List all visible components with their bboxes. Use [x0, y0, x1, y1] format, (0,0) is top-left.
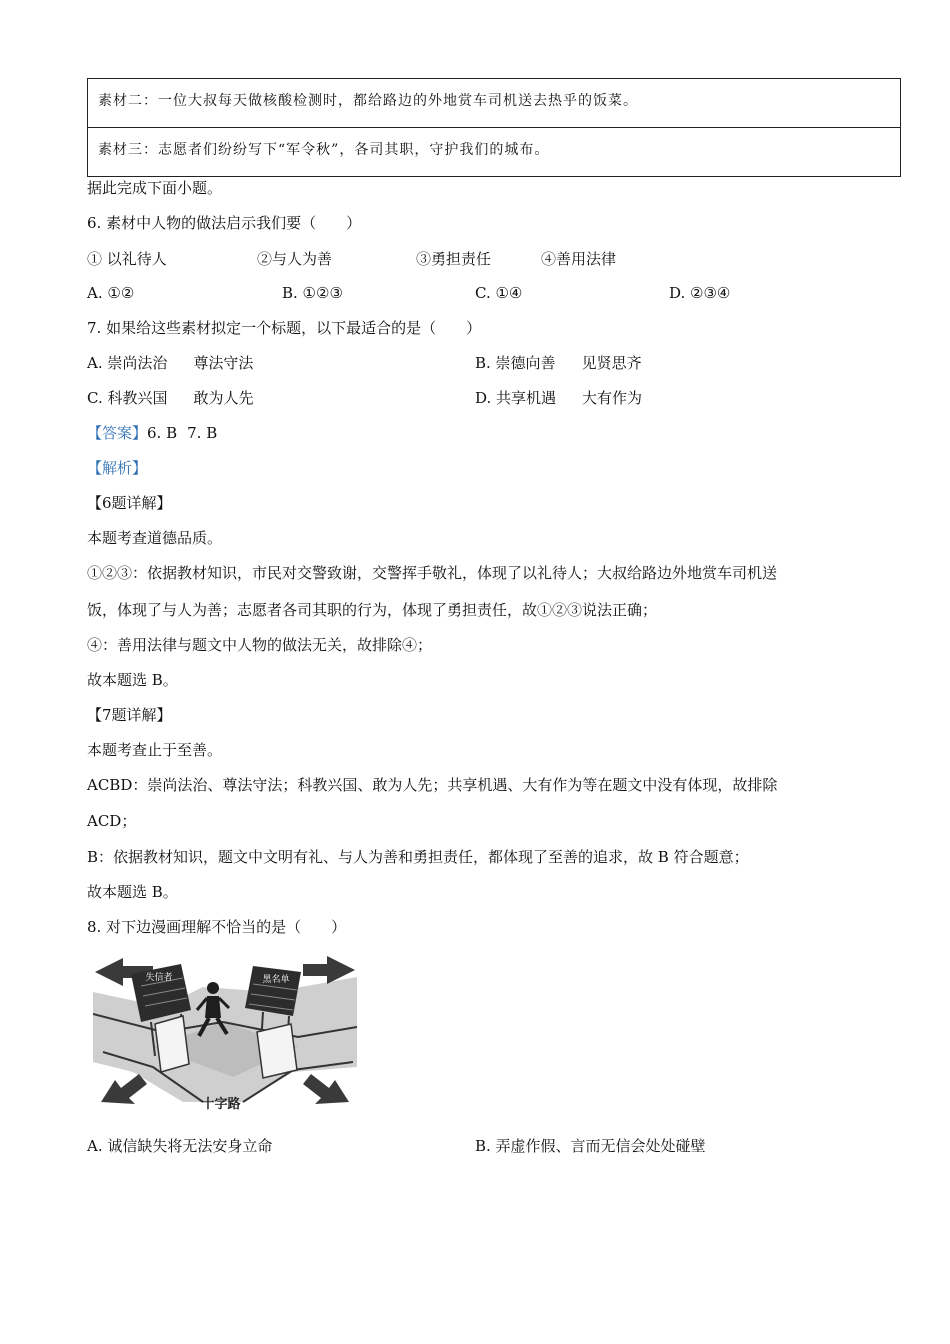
- q6-option-d[interactable]: D. ②③④: [669, 284, 731, 302]
- q7-analysis-line: 故本题选 B。: [87, 883, 178, 901]
- q8-option-b[interactable]: B. 弄虚作假、言而无信会处处碰壁: [475, 1137, 706, 1155]
- q6-analysis-line: ①②③：依据教材知识，市民对交警致谢，交警挥手敬礼，体现了以礼待人；大叔给路边外地赏车司机送: [87, 564, 778, 582]
- q6-analysis-line: ④：善用法律与题文中人物的做法无关，故排除④；: [87, 636, 433, 654]
- answer-line: [87, 423, 217, 443]
- q6-analysis-line: 饭，体现了与人为善；志愿者各司其职的行为，体现了勇担责任，故①②③说法正确；: [87, 601, 658, 619]
- q6-item-1: ① 以礼待人: [87, 250, 167, 268]
- material-two: 素材二：一位大叔每天做核酸检测时，都给路边的外地赏车司机送去热乎的饭菜。: [98, 93, 638, 109]
- q8-option-a[interactable]: A. 诚信缺失将无法安身立命: [87, 1137, 273, 1155]
- material-box: [87, 78, 901, 177]
- q6-stem: 6. 素材中人物的做法启示我们要（ ）: [87, 214, 362, 232]
- sign-left-label: 失信者: [145, 973, 173, 983]
- q7-option-d-tail: 大有作为: [582, 389, 643, 407]
- q7-option-d[interactable]: [475, 388, 642, 408]
- left-wall-icon: [155, 1016, 189, 1072]
- q7-option-c-tail: 敢为人先: [193, 389, 254, 407]
- q7-option-c-label: C. 科教兴国: [87, 389, 168, 407]
- q6-analysis-line: 本题考查道德品质。: [87, 529, 223, 547]
- q8-stem: 8. 对下边漫画理解不恰当的是（ ）: [87, 918, 347, 936]
- q7-analysis-line: ACBD：崇尚法治、尊法守法；科教兴国、敢为人先；共享机遇、大有作为等在题文中没有体现，故排除: [87, 776, 778, 794]
- answer-tag: 【答案】: [87, 424, 148, 442]
- q6-item-3: ③勇担责任: [416, 250, 492, 268]
- q7-option-b-tail: 见贤思齐: [581, 354, 642, 372]
- q7-option-a[interactable]: [87, 353, 253, 373]
- crossroad-cartoon: [93, 952, 357, 1112]
- q7-option-c[interactable]: [87, 388, 254, 408]
- q6-analysis-line: 故本题选 B。: [87, 671, 178, 689]
- q7-stem: 7. 如果给这些素材拟定一个标题，以下最适合的是（ ）: [87, 319, 482, 337]
- q7-option-b-label: B. 崇德向善: [475, 354, 556, 372]
- q6-item-4: ④善用法律: [541, 250, 617, 268]
- q7-option-b[interactable]: [475, 353, 642, 373]
- q7-analysis-line: B：依据教材知识，题文中文明有礼、与人为善和勇担责任，都体现了至善的追求，故 B 符合题意；: [87, 848, 749, 866]
- q7-option-d-label: D. 共享机遇: [475, 389, 557, 407]
- q6-option-b[interactable]: B. ①②③: [282, 284, 343, 302]
- material-three: 素材三：志愿者们纷纷写下“军令秋”，各司其职，守护我们的城布。: [88, 127, 900, 176]
- q7-option-a-label: A. 崇尚法治: [87, 354, 168, 372]
- instruction: 据此完成下面小题。: [87, 179, 223, 197]
- q7-analysis-head: 【7题详解】: [87, 706, 172, 724]
- q7-option-a-tail: 尊法守法: [193, 354, 254, 372]
- analysis-tag: 【解析】: [87, 459, 148, 477]
- cartoon-caption: 十字路: [201, 1097, 241, 1112]
- q6-analysis-head: 【6题详解】: [87, 494, 172, 512]
- sign-right-label: 黑名单: [262, 975, 290, 985]
- answer-q7: 7. B: [187, 424, 218, 442]
- q7-analysis-line: 本题考查止于至善。: [87, 741, 223, 759]
- right-wall-icon: [257, 1024, 297, 1078]
- q7-analysis-line: ACD；: [87, 812, 137, 830]
- q6-option-c[interactable]: C. ①④: [475, 284, 523, 302]
- q6-item-2: ②与人为善: [257, 250, 333, 268]
- answer-q6: 6. B: [147, 424, 178, 442]
- q6-option-a[interactable]: A. ①②: [87, 284, 135, 302]
